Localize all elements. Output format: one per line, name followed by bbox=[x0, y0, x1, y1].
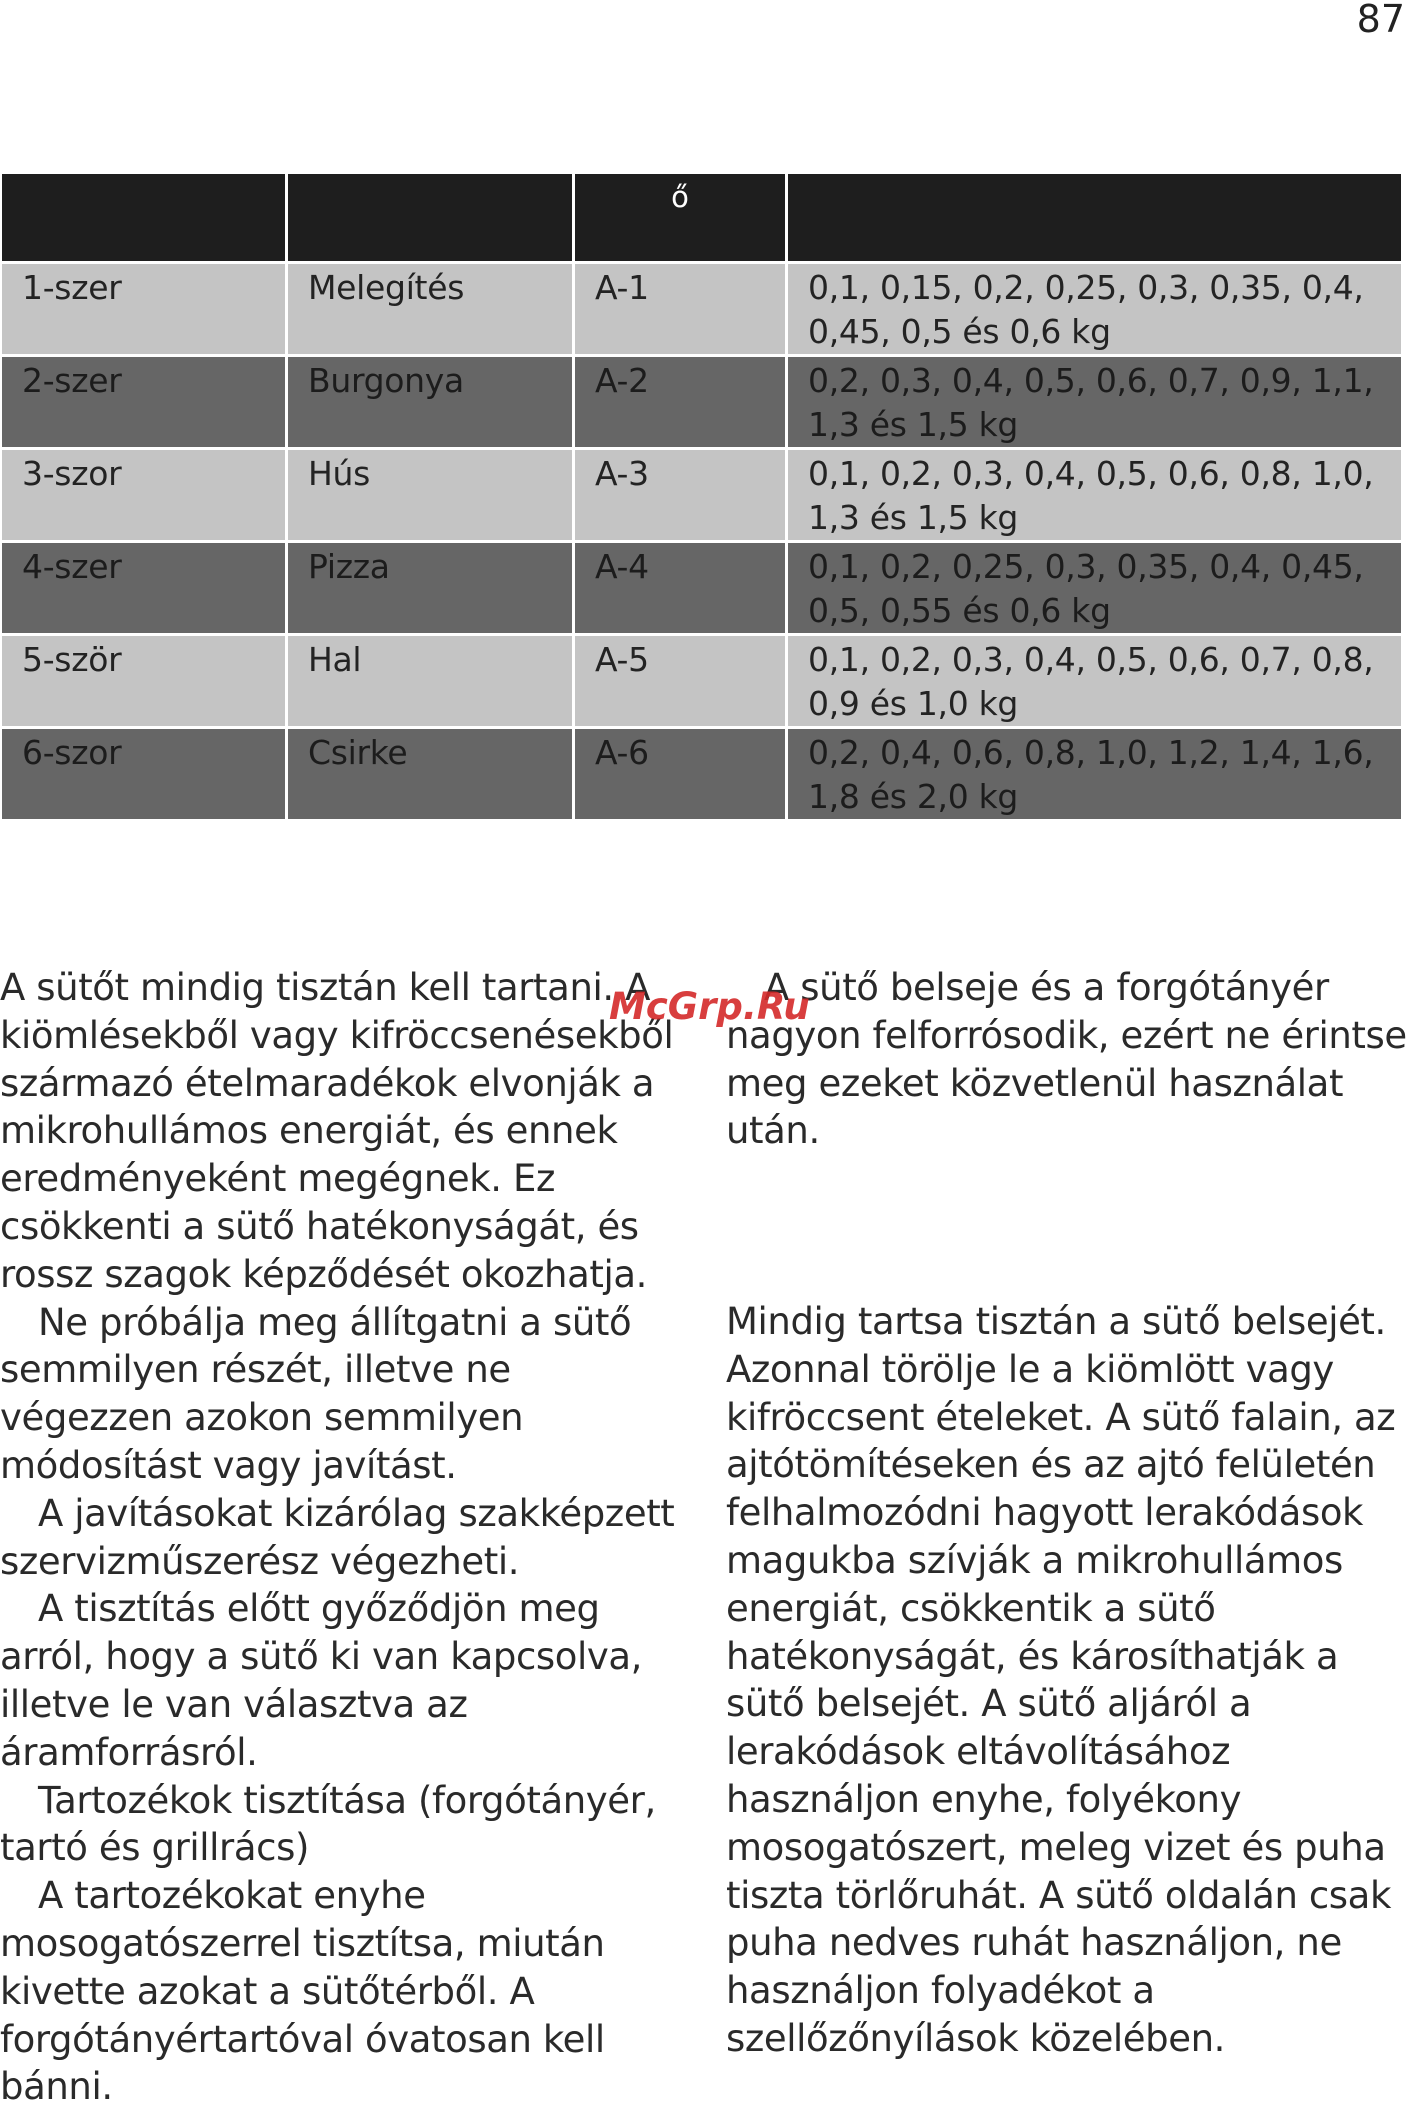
cell-weights bbox=[788, 450, 1401, 540]
weights-line-2: 1,3 és 1,5 kg bbox=[808, 405, 1019, 444]
table-row bbox=[2, 264, 1401, 354]
cell-food: Hús bbox=[288, 450, 572, 540]
cell-weights bbox=[788, 357, 1401, 447]
cell-times: 3-szor bbox=[2, 450, 285, 540]
cell-code: A-4 bbox=[575, 543, 785, 633]
weights-line-1: 0,1, 0,2, 0,25, 0,3, 0,35, 0,4, 0,45, bbox=[808, 547, 1364, 586]
hot-surface-warning bbox=[726, 964, 1407, 1155]
paragraph: Tartozékok tisztítása (forgótányér, tartó és grillrács) bbox=[0, 1778, 656, 1870]
weights-line-2: 1,8 és 2,0 kg bbox=[808, 777, 1019, 816]
cell-code: A-5 bbox=[575, 636, 785, 726]
paragraph: A tisztítás előtt győződjön meg arról, hogy a sütő ki van kapcsolva, illetve le van választva az áramforrásról. bbox=[0, 1587, 643, 1774]
cell-times: 6-szor bbox=[2, 729, 285, 819]
weights-line-2: 0,5, 0,55 és 0,6 kg bbox=[808, 591, 1111, 630]
cell-food: Melegítés bbox=[288, 264, 572, 354]
cell-weights bbox=[788, 543, 1401, 633]
table-row bbox=[2, 357, 1401, 447]
menu-table bbox=[0, 171, 1404, 822]
weights-line-1: 0,1, 0,15, 0,2, 0,25, 0,3, 0,35, 0,4, bbox=[808, 268, 1364, 307]
header-cell-code: ő bbox=[575, 174, 785, 261]
cell-code: A-1 bbox=[575, 264, 785, 354]
cell-weights bbox=[788, 729, 1401, 819]
cell-times: 5-ször bbox=[2, 636, 285, 726]
cell-times: 2-szer bbox=[2, 357, 285, 447]
header-cell-times bbox=[2, 174, 285, 261]
cell-food: Csirke bbox=[288, 729, 572, 819]
weights-line-1: 0,2, 0,4, 0,6, 0,8, 1,0, 1,2, 1,4, 1,6, bbox=[808, 733, 1374, 772]
paragraph: Mindig tartsa tisztán a sütő belsejét. Azonnal törölje le a kiömlött vagy kifröccsent ételeket. A sütő falain, az ajtótömítéseken és az ajtó felületén felhalmozódni hagyott lerakódások magukba szívják a mikrohullámos energiát, csökkentik a sütő hatékonyságát, és károsíthatják a sütő belsejét. A sütő aljáról a lerakódások eltávolításához használjon enyhe, folyékony mosogatószert, meleg vizet és puha tiszta törlőruhát. A sütő oldalán csak puha nedves ruhát használjon, ne használjon folyadékot a szellőzőnyílások közelében. bbox=[726, 1300, 1396, 2060]
cell-times: 1-szer bbox=[2, 264, 285, 354]
table-header-row bbox=[2, 174, 1401, 261]
table-row bbox=[2, 450, 1401, 540]
cell-code: A-2 bbox=[575, 357, 785, 447]
weights-line-1: 0,2, 0,3, 0,4, 0,5, 0,6, 0,7, 0,9, 1,1, bbox=[808, 361, 1374, 400]
paragraph: A tartozékokat enyhe mosogatószerrel tisztítsa, miután kivette azokat a sütőtérből. A forgótányértartóval óvatosan kell bánni. bbox=[0, 1874, 605, 2109]
auto-cook-table bbox=[0, 171, 1405, 822]
cell-food: Hal bbox=[288, 636, 572, 726]
cell-code: A-3 bbox=[575, 450, 785, 540]
cell-weights bbox=[788, 636, 1401, 726]
cell-code: A-6 bbox=[575, 729, 785, 819]
header-cell-food bbox=[288, 174, 572, 261]
paragraph: A javításokat kizárólag szakképzett szervizműszerész végezheti. bbox=[0, 1491, 675, 1583]
table-row bbox=[2, 543, 1401, 633]
page-number: 87 bbox=[1356, 0, 1405, 41]
cell-times: 4-szer bbox=[2, 543, 285, 633]
paragraph: A sütő belseje és a forgótányér nagyon felforrósodik, ezért ne érintse meg ezeket közvetlenül használat után. bbox=[726, 966, 1407, 1153]
header-cell-weight bbox=[788, 174, 1401, 261]
table-row bbox=[2, 636, 1401, 726]
paragraph: Ne próbálja meg állítgatni a sütő semmilyen részét, illetve ne végezzen azokon semmilyen módosítást vagy javítást. bbox=[0, 1300, 632, 1487]
weights-line-2: 1,3 és 1,5 kg bbox=[808, 498, 1019, 537]
interior-cleaning-text bbox=[726, 1298, 1407, 2063]
weights-line-1: 0,1, 0,2, 0,3, 0,4, 0,5, 0,6, 0,8, 1,0, bbox=[808, 454, 1374, 493]
paragraph: A sütőt mindig tisztán kell tartani. A kiömlésekből vagy kifröccsenésekből származó ételmaradékok elvonják a mikrohullámos energiát, és ennek eredményeként megégnek. Ez csökkenti a sütő hatékonyságát, és rossz szagok képződését okozhatja. bbox=[0, 966, 674, 1296]
cell-food: Burgonya bbox=[288, 357, 572, 447]
weights-line-1: 0,1, 0,2, 0,3, 0,4, 0,5, 0,6, 0,7, 0,8, bbox=[808, 640, 1374, 679]
cell-food: Pizza bbox=[288, 543, 572, 633]
watermark-logo: McGrp.Ru bbox=[609, 985, 810, 1028]
weights-line-2: 0,9 és 1,0 kg bbox=[808, 684, 1019, 723]
weights-line-2: 0,45, 0,5 és 0,6 kg bbox=[808, 312, 1111, 351]
cell-weights bbox=[788, 264, 1401, 354]
cleaning-instructions-left bbox=[0, 964, 690, 2111]
table-row bbox=[2, 729, 1401, 819]
